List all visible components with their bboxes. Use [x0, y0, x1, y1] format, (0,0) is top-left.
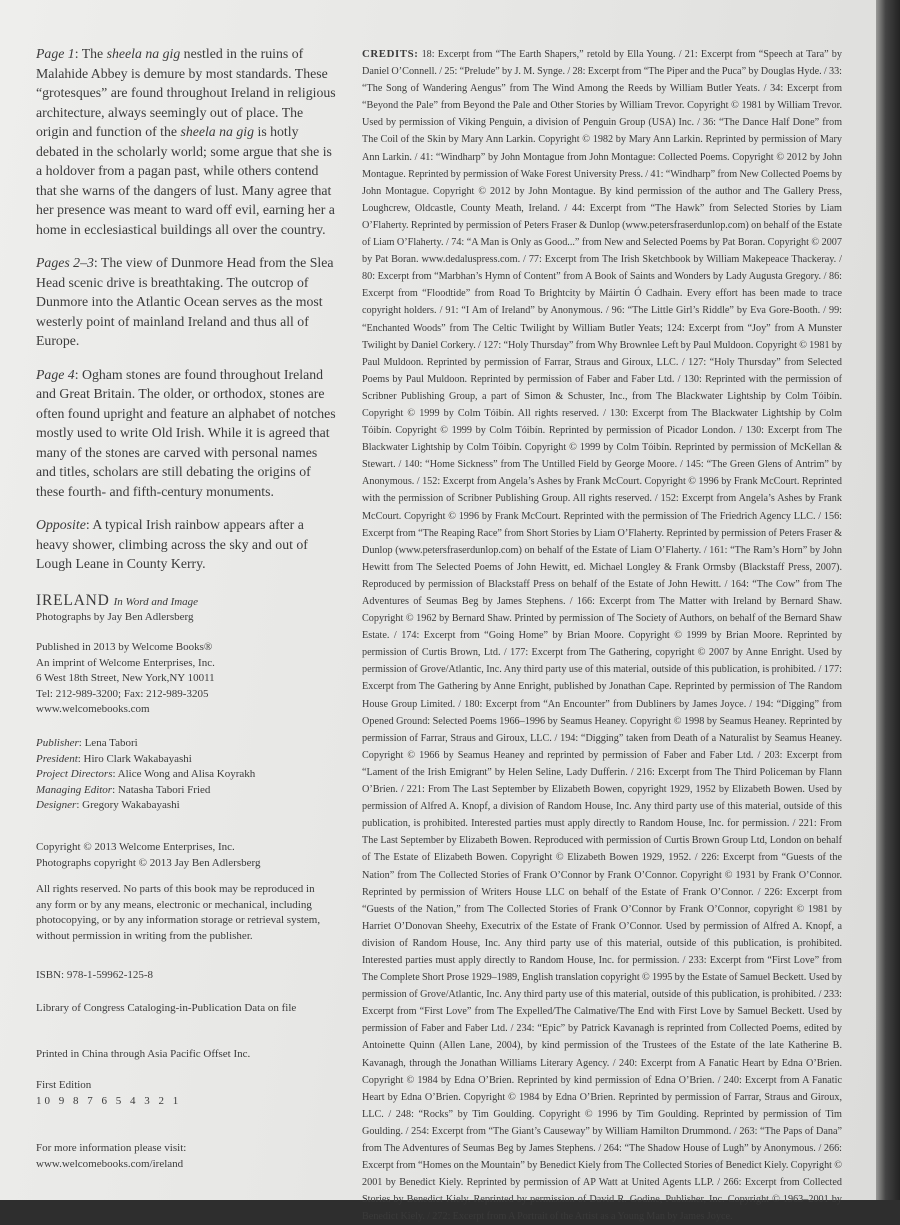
caption-page-4: Page 4: Ogham stones are found throughout Ireland and Great Britain. The older, or orthodox, stones are often found upright and feature an alphabet of notches mostly used to write Old Irish. While it is agreed that many of the stones are carved with personal names and titles, scholars are still debating the origins of these fourth- and fifth-century monuments. [36, 366, 336, 499]
publisher-line: Published in 2013 by Welcome Books® [36, 641, 213, 653]
publisher-line: Tel: 212-989-3200; Fax: 212-989-3205 [36, 687, 209, 700]
caption-label: Page 4 [36, 366, 75, 382]
photographer-credit: Photographs by Jay Ben Adlersberg [36, 611, 194, 623]
staff-line: Managing Editor: Natasha Tabori Fried [36, 783, 211, 796]
publisher-website: www.welcomebooks.com [36, 703, 150, 715]
printing-numbers: 10 9 8 7 6 5 4 3 2 1 [36, 1094, 182, 1107]
book-website: www.welcomebooks.com/ireland [36, 1157, 184, 1170]
book-subtitle: In Word and Image [113, 596, 199, 608]
page-edge-shadow [876, 0, 900, 1200]
publisher-line: An imprint of Welcome Enterprises, Inc. [36, 656, 215, 669]
copyright-notice: Copyright © 2013 Welcome Enterprises, Inc. Photographs copyright © 2013 Jay Ben Adlersberg [36, 841, 261, 869]
publisher-info [36, 640, 356, 718]
book-title-block [36, 592, 356, 625]
library-of-congress-note: Library of Congress Cataloging-in-Publication Data on file [36, 1002, 297, 1014]
caption-page-1: Page 1: The sheela na gig nestled in the ruins of Malahide Abbey is demure by most standards. These “grotesques” are found throughout Ireland in religious architecture, always seemingly out of place. The origin and function of the sheela na gig is hotly debated in the scholarly world; some argue that she is a holdover from a pagan past, while others contend that she warns of the dangers of lust. Many agree that her presence was meant to ward off evil, earning her a home in ecclesiastical buildings all over the country. [36, 46, 336, 237]
more-info: For more information please visit: www.welcomebooks.com/ireland [36, 1141, 356, 1172]
caption-label: Opposite [36, 517, 86, 532]
publisher-line: 6 West 18th Street, New York,NY 10011 [36, 672, 215, 684]
staff-list [36, 736, 356, 814]
rights-statement: All rights reserved. No parts of this book may be reproduced in any form or by any means, electronic or mechanical, including photocopying, or by any information storage or retrieval system, without permission in writing from the publisher. [36, 883, 321, 942]
isbn: ISBN: 978-1-59962-125-8 [36, 969, 154, 981]
credits-column [362, 46, 842, 1225]
caption-opposite: Opposite: A typical Irish rainbow appears after a heavy shower, climbing across the sky and out of Lough Leane in County Kerry. [36, 517, 308, 571]
credits-text: 18: Excerpt from “The Earth Shapers,” retold by Ella Young. / 21: Excerpt from “Speech at Tara” by Daniel O’Connell. / 25: “Prelude” by J. M. Synge. / 28: Excerpt from “The Piper and the Puca” by Douglas Hyde. / 33: “The Song of Wandering Aengus” from The Wind Among the Reeds by William Butler Yeats. / 34: Excerpt from “Beyond the Pale” from Beyond the Pale and Other Stories by William Trevor. Copyright © 1981 by William Trevor. Used by permission of Viking Penguin, a division of Penguin Group (USA) Inc. / 36: “The Dance Half Done” from The Coil of the Skin by Mary Ann Larkin. Copyright © 1982 by Mary Ann Larkin. Reprinted by permission of Mary Ann Larkin. / 41: “Windharp” by John Montague from John Montague: Collected Poems. Copyright © 2012 by John Montague. Reprinted by permission of Wake Forest University Press. / 41: “Windharp” from New Collected Poems by John Montague. Copyright © 2012 by John Montague. By kind permission of the author and The Gallery Press, Loughcrew, Oldcastle, County Meath, Ireland. / 44: Excerpt from “The Hawk” from Selected Stories by Liam O’Flaherty. Reprinted by permission of Peters Fraser & Dunlop (www.petersfraserdunlop.com) on behalf of the Estate of Liam O’Flaherty. / 74: “A Man is Only as Good...” from New and Selected Poems by Pat Boran. Copyright © 2007 by Pat Boran. www.dedaluspress.com. / 77: Excerpt from The Irish Sketchbook by William Makepeace Thackeray. / 80: Excerpt from “Marbhan’s Hymn of Content” from A Book of Saints and Wonders by Lady Augusta Gregory. / 86: Excerpt from “Floodtide” from Road To Brightcity by Máirtín Ó Cadhain. Every effort has been made to trace copyright holders. / 91: “I Am of Ireland” by Anonymous. / 96: “The Little Girl’s Riddle” by Eva Gore-Booth. / 99: “Enchanted Woods” from The Celtic Twilight by William Butler Yeats; 124: Excerpt from “Joy” from A Munster Twilight by Daniel Corkery. / 127: “Holy Thursday” from Why Brownlee Left by Paul Muldoon. Copyright © 1981 by Paul Muldoon. Reprinted by permission of Farrar, Straus and Giroux, LLC. / 127: “Holy Thursday” from Selected Poems by Paul Muldoon. Reprinted by permission of Faber and Faber Ltd. / 130: Reprinted with the permission of Scribner Publishing Group, a part of Simon & Schuster, Inc., from The Blackwater Lightship by Colm Tóibín. Copyright © 1999 by Colm Tóibín. All rights reserved. / 130: Excerpt from The Blackwater Lightship by Colm Tóibín. Copyright © 1999 by Colm Tóibín. Reprinted by permission of Picador London. / 130: Excerpt from The Blackwater Lightship by Colm Tóibín. Copyright © 1999 by Colm Tóibín. Reprinted by permission of McKellan & Stewart. / 140: “Home Sickness” from The Untilled Field by George Moore. / 145: “The Green Glens of Antrim” by Anonymous. / 152: Excerpt from Angela’s Ashes by Frank McCourt. Copyright © 1996 by Frank McCourt. Reprinted with the permission of Scribner Publishing Group. All rights reserved. / 152: Excerpt from Angela’s Ashes by Frank McCourt. Copyright © 1996 by Frank McCourt. Reprinted with the permission of The Friedrich Agency LLC. / 156: Excerpt from “The Reaping Race” from Short Stories by Liam O’Flaherty. Reprinted by permission of Peters Fraser & Dunlop (www.petersfraserdunlop.com) on behalf of the Estate of Liam O’Flaherty. / 161: “The Ram’s Horn” by John Hewitt from The Selected Poems of John Hewitt, ed. Michael Longley & Frank Ormsby (Blackstaff Press, 2007). Reproduced by permission of Blackstaff Press on behalf of the Estate of John Hewitt. / 164: “The Cow” from The Adventures of Seumas Beg by James Stephens. / 166: Excerpt from The Matter with Ireland by Bernard Shaw. Copyright © 1962 by Bernard Shaw. Printed by permission of The Society of Authors, on behalf of the Bernard Shaw Estate. / 174: Excerpt from “Going Home” by Brian Moore. Copyright © 1999 by Brian Moore. Reprinted by permission of Curtis Brown, Ltd. / 177: Excerpt from The Gathering, copyright © 2007 by Anne Enright. Used by permission of Grove/Atlantic, Inc. Any third party use of this material, outside of this publication, is prohibited. / 177: Excerpt from The Gathering by Anne Enright, published by Jonathan Cape. Reprinted by permission of The Random House Group Limited. / 180: Excerpt from “An Encounter” from Dubliners by James Joyce. / 194: “Digging” from Opened Ground: Selected Poems 1966–1996 by Seamus Heaney. Copyright © 1998 by Seamus Heaney. Reprinted by permission of Farrar, Straus and Giroux, LLC. / 194: “Digging” taken from Death of a Naturalist by Seamus Heaney. Copyright © 1966 by Seamus Heaney and reprinted by permission of Faber and Faber Ltd. / 203: Excerpt from “Lament of the Irish Emigrant” by Helen Seline, Lady Dufferin. / 216: Excerpt from The Third Policeman by Flann O’Brien. / 221: From The Last September by Elizabeth Bowen, copyright 1929, 1952 by Elizabeth Bowen. Used by permission of Alfred A. Knopf, a division of Random House, Inc. Any third party use of this material, outside of this publication, is prohibited. Interested parties must apply directly to Random House, Inc. for permission. / 221: From The Last September by Elizabeth Bowen. Reproduced with permission of Curtis Brown Group Ltd, London on behalf of The Estate of Elizabeth Bowen. Copyright © Elizabeth Bowen 1929, 1952. / 226: Excerpt from “Guests of the Nation” from The Collected Stories of Frank O’Connor by Frank O’Connor. Copyright © 1931 by Frank O’Connor. Reprinted by permission of Writers House LLC on behalf of the Estate of Frank O’Connor. / 226: Excerpt from “Guests of the Nation,” from The Collected Stories of Frank O’Connor by Frank O’Connor, copyright © 1981 by Harriet O’Donovan Sheehy, Executrix of the Estate of Frank O’Connor. Used by permission of Alfred A. Knopf, a division of Random House, Inc. Any third party use of this material, outside of this publication, is prohibited. Interested parties must apply directly to Random House, Inc. for permission. / 233: Excerpt from “First Love” from The Complete Short Prose 1929–1989, English translation copyright © 1995 by the Estate of Samuel Beckett. Used by permission of Grove/Atlantic, Inc. Any third party use of this material, outside of this publication, is prohibited. / 233: Excerpt from “First Love” from The Expelled/The Calmative/The End with First Love by Samuel Beckett. Used by permission of Faber and Faber Ltd. / 234: “Epic” by Patrick Kavanagh is reprinted from Collected Poems, edited by Antoinette Quinn (Allen Lane, 2004), by kind permission of the Trustees of the Estate of the late Katherine B. Kavanagh, through the Jonathan Williams Literary Agency. / 240: Excerpt from A Fanatic Heart by Edna O’Brien. Copyright © 1984 by Edna O’Brien. Reprinted by kind permission of Edna O’Brien. / 240: Excerpt from A Fanatic Heart by Edna O’Brien. Copyright © 1984 by Edna O’Brien. Reprinted by permission of Farrar, Straus and Giroux, LLC. / 248: “Rocks” by Tim Goulding. Copyright © 1996 by Tim Goulding. Reprinted by permission of Tim Goulding. / 254: Excerpt from “The Giant’s Causeway” by William Hamilton Drummond. / 263: “The Paps of Dana” from The Adventures of Seumas Beg by James Stephens. / 264: “The Shadow House of Lugh” by Anonymous. / 266: Excerpt from “Homes on the Mountain” by Benedict Kiely from The Collected Stories of Benedict Kiely. Copyright © 2001 by Benedict Kiely. Reprinted by permission of AP Watt at United Agents LLP. / 266: Excerpt from Collected Stories by Benedict Kiely. Reprinted by permission of David R. Godine, Publisher, Inc. Copyright © 1963–2001 by Benedict Kiely. / 272: Excerpt from A Portrait of the Artist as a Young Man by James Joyce. [362, 49, 842, 1223]
staff-line: President: Hiro Clark Wakabayashi [36, 752, 192, 765]
staff-line: Designer: Gregory Wakabayashi [36, 799, 180, 811]
edition-info [36, 1078, 356, 1109]
book-title: IRELAND [36, 592, 110, 609]
credits-heading: CREDITS: [362, 48, 419, 60]
staff-line: Publisher: Lena Tabori [36, 737, 138, 749]
printer-note: Printed in China through Asia Pacific Offset Inc. [36, 1048, 251, 1060]
edition-label: First Edition [36, 1079, 92, 1091]
caption-pages-2-3: Pages 2–3: The view of Dunmore Head from the Slea Head scenic drive is breathtaking. The outcrop of Dunmore into the Atlantic Ocean serves as the most westerly point of mainland Ireland and thus all of Europe. [36, 255, 334, 348]
staff-line: Project Directors: Alice Wong and Alisa Koyrakh [36, 768, 256, 780]
caption-label: Pages 2–3 [36, 255, 94, 270]
caption-label: Page 1 [36, 46, 75, 61]
photo-captions [36, 44, 338, 588]
